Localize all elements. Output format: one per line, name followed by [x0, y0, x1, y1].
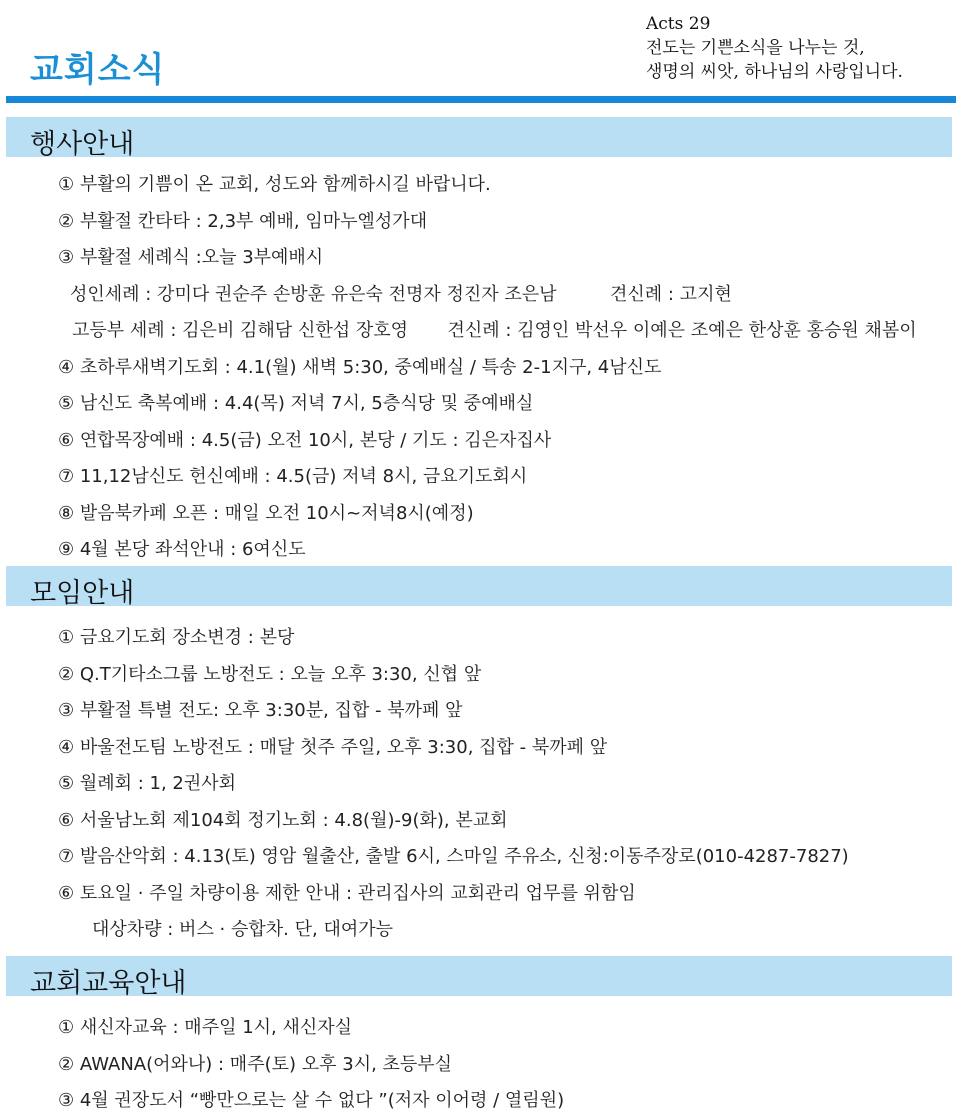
list-item: ③ 부활절 세례식 :오늘 3부예배시 [58, 247, 324, 268]
adult-confirmation-names: 견신례 : 고지현 [610, 283, 732, 305]
meetings-list [58, 620, 849, 949]
section-bar-meetings [6, 566, 952, 609]
youth-confirmation-names: 견신례 : 김영인 박선우 이예은 조예은 한상훈 홍승원 채봄이 [447, 320, 917, 341]
list-item: ③ 4월 권장도서 “빵만으로는 살 수 없다 ”(저자 이어령 / 열림원) [58, 1090, 565, 1111]
list-item: ① 새신자교육 : 매주일 1시, 새신자실 [58, 1017, 353, 1038]
list-item: ③ 부활절 특별 전도: 오후 3:30분, 집합 - 북까페 앞 [58, 700, 463, 721]
list-item: ⑨ 4월 본당 좌석안내 : 6여신도 [58, 539, 306, 560]
education-list [58, 1010, 564, 1120]
page-title: 교회소식 [30, 50, 166, 90]
section-heading-events: 행사안내 [30, 129, 135, 160]
verse-line-1: 전도는 기쁜소식을 나누는 것, [646, 38, 865, 58]
list-item: ② 부활절 칸타타 : 2,3부 예배, 임마누엘성가대 [58, 210, 428, 232]
list-item: ① 금요기도회 장소변경 : 본당 [58, 627, 295, 648]
list-item: ⑧ 발음북카페 오픈 : 매일 오전 10시~저녁8시(예정) [58, 502, 474, 524]
list-item: ④ 초하루새벽기도회 : 4.1(월) 새벽 5:30, 중예배실 / 특송 2-1지구, 4남신도 [58, 356, 662, 378]
baptism-adult-row [70, 277, 917, 314]
list-item: ② Q.T기타소그룹 노방전도 : 오늘 오후 3:30, 신협 앞 [58, 663, 482, 685]
list-item: ⑤ 남신도 축복예배 : 4.4(목) 저녁 7시, 5층식당 및 중예배실 [58, 393, 534, 414]
list-item: ⑦ 11,12남신도 헌신예배 : 4.5(금) 저녁 8시, 금요기도회시 [58, 466, 528, 487]
section-heading-meetings: 모임안내 [30, 578, 135, 609]
list-item: ⑦ 발음산악회 : 4.13(토) 영암 월출산, 출발 6시, 스마일 주유소, 신청:이동주장로(010-4287-7827) [58, 846, 849, 867]
section-bar-events [6, 117, 952, 160]
list-item: ④ 바울전도팀 노방전도 : 매달 첫주 주일, 오후 3:30, 집합 - 북까페 앞 [58, 736, 608, 758]
bible-verse [646, 12, 903, 84]
verse-line-2: 생명의 씨앗, 하나님의 사랑입니다. [646, 62, 903, 82]
title-divider [6, 96, 956, 103]
section-heading-education: 교회교육안내 [30, 968, 187, 999]
events-list [58, 167, 917, 569]
section-bar-education [6, 956, 952, 999]
list-item: ⑥ 토요일 · 주일 차량이용 제한 안내 : 관리집사의 교회관리 업무를 위함임 [58, 882, 636, 904]
verse-reference: Acts 29 [646, 14, 711, 34]
list-item: ② AWANA(어와나) : 매주(토) 오후 3시, 초등부실 [58, 1053, 453, 1075]
adult-baptism-names: 성인세례 : 강미다 권순주 손방훈 유은숙 전명자 정진자 조은남 [70, 283, 557, 305]
list-item: ⑥ 서울남노회 제104회 정기노회 : 4.8(월)-9(화), 본교회 [58, 809, 508, 831]
list-item: ① 부활의 기쁨이 온 교회, 성도와 함께하시길 바랍니다. [58, 174, 491, 195]
list-item: ⑥ 연합목장예배 : 4.5(금) 오전 10시, 본당 / 기도 : 김은자집사 [58, 429, 552, 451]
list-item: ⑤ 월례회 : 1, 2권사회 [58, 773, 237, 794]
youth-baptism-names: 고등부 세례 : 김은비 김해담 신한섭 장호영 [72, 320, 408, 341]
vehicle-note: 대상차량 : 버스 · 승합차. 단, 대여가능 [92, 919, 393, 940]
baptism-youth-row [72, 313, 917, 350]
